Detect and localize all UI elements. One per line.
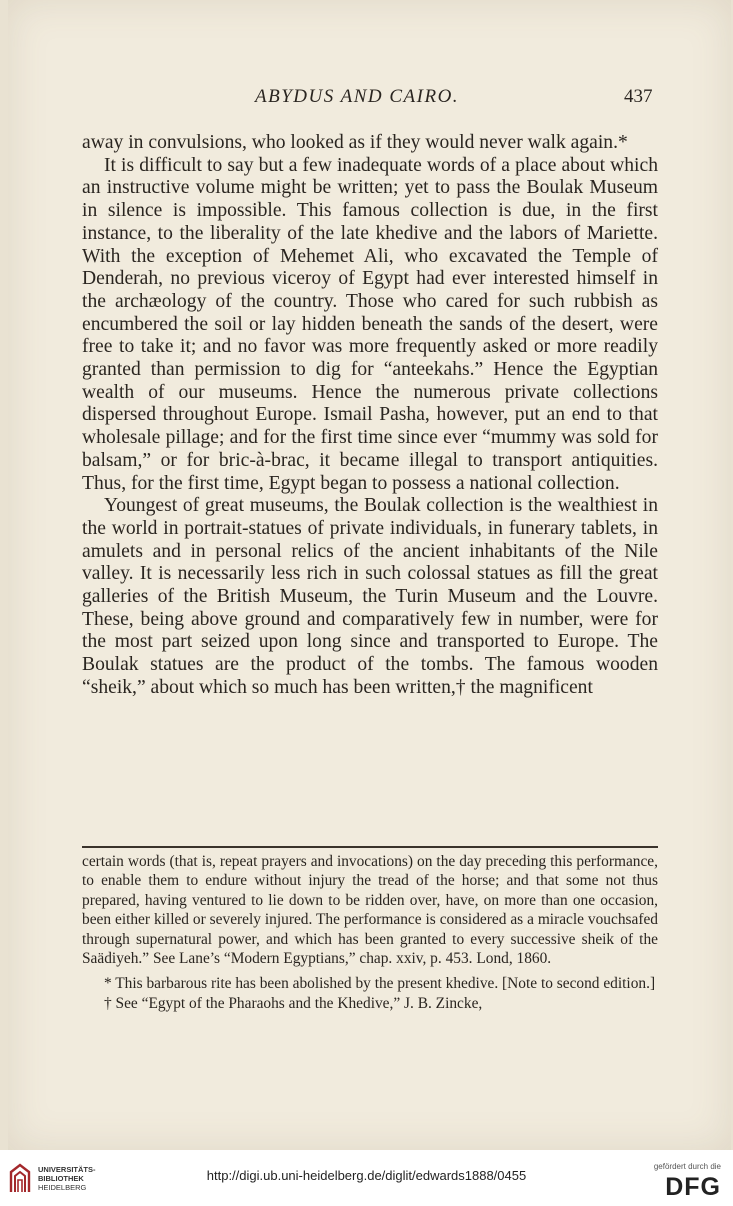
institution-line-1: UNIVERSITÄTS- [38, 1165, 96, 1174]
running-title: ABYDUS AND CAIRO. [255, 86, 460, 107]
footnote-asterisk: * This barbarous rite has been abolished by the present khedive. [Note to second edition.] [104, 975, 656, 993]
page-number: 437 [624, 86, 653, 107]
paragraph-continued: away in convulsions, who looked as if they would never walk again.* [82, 132, 628, 153]
permalink-url[interactable]: http://digi.ub.uni-heidelberg.de/diglit/edwards1888/0455 [206, 1168, 527, 1183]
digital-library-footer [0, 1150, 733, 1206]
footnotes [82, 852, 658, 1013]
footnote-divider [82, 846, 658, 848]
institution-line-3: HEIDELBERG [38, 1183, 87, 1192]
paragraph-youngest-museums: Youngest of great museums, the Boulak collection is the wealthiest in the world in portrait-statues of private individuals, in funerary tablets, in amulets and in personal relics of the ancient inhabitants of the Nile valley. It is necessarily less rich in such colossal statues as fill the great galleries of the British Museum, the Turin Museum and the Louvre. These, being above ground and comparatively few in number, were for the most part seized upon long since and transported to Europe. The Boulak statues are the product of the tombs. The famous wooden “sheik,” about which so much has been written,† the magnificent [82, 495, 658, 698]
running-header [0, 86, 733, 116]
sponsor-label: gefördert durch die [653, 1162, 721, 1171]
footnote-continued: certain words (that is, repeat prayers and invocations) on the day preceding this performance, to enable them to endure without injury the tread of the horse; and that some not thus prepared, having ventured to lie down to be ridden over, have, on more than one occasion, been either killed or severely injured. The performance is considered as a miracle vouchsafed through supernatural power, and which has been granted to every successive sheik of the Saädiyeh.” See Lane’s “Modern Egyptians,” chap. xxiv, p. 453. Lond, 1860. [82, 853, 658, 968]
paragraph-boulak-museum: It is difficult to say but a few inadequate words of a place about which an instructive volume might be written; yet to pass the Boulak Museum in silence is impossible. This famous collection is due, in the first instance, to the liberality of the late khedive and the labors of Mariette. With the exception of Mehemet Ali, who excavated the Temple of Denderah, no previous viceroy of Egypt had ever interested himself in the archæology of the country. Those who cared for such rubbish as encumbered the soil or lay hidden beneath the sands of the desert, were free to take it; and no favor was more frequently asked or more readily granted than permission to dig for “anteekahs.” Hence the Egyptian wealth of our museums. Hence the numerous private collections dispersed throughout Europe. Ismail Pasha, however, put an end to that wholesale pillage; and for the first time since ever “mummy was sold for balsam,” or for bric-à-brac, it became illegal to transport antiquities. Thus, for the first time, Egypt began to possess a national collection. [82, 154, 658, 494]
dfg-logo-icon[interactable]: DFG [665, 1173, 721, 1201]
footnote-dagger: † See “Egypt of the Pharaohs and the Khedive,” J. B. Zincke, [104, 994, 483, 1012]
body-text [82, 132, 658, 700]
institution-line-2: BIBLIOTHEK [38, 1174, 84, 1183]
